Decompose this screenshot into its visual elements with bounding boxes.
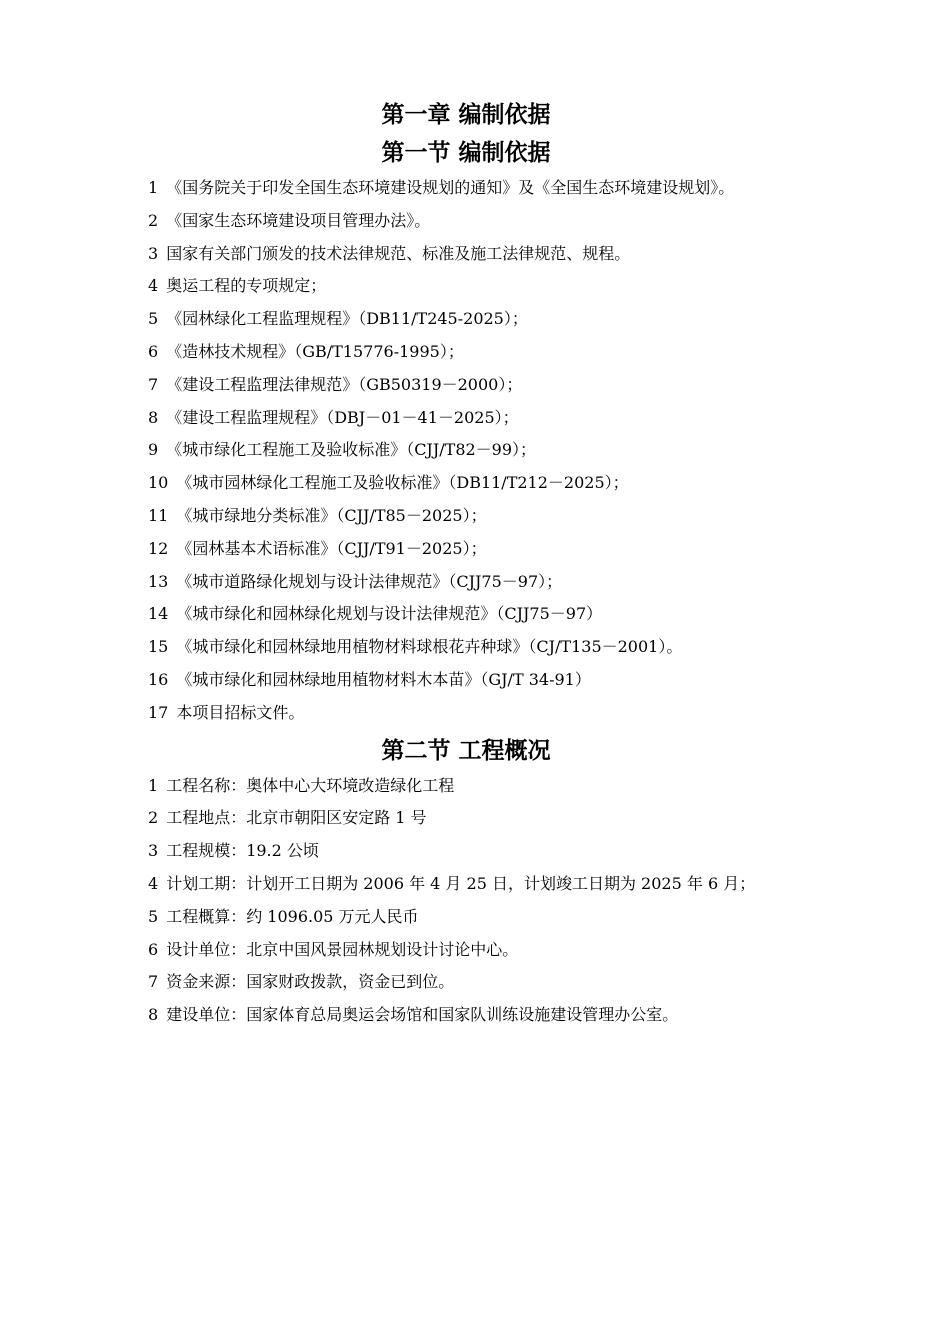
item-text: 工程规模：19.2 公顷: [166, 841, 319, 861]
item-text: 工程概算：约 1096.05 万元人民币: [166, 906, 419, 926]
item-text: 设计单位：北京中国风景园林规划设计讨论中心。: [166, 939, 519, 959]
list-item: [148, 598, 868, 631]
document-content: [148, 96, 868, 1032]
list-item: [148, 999, 868, 1032]
item-text: 本项目招标文件。: [176, 702, 305, 722]
item-number: 8: [148, 1005, 159, 1025]
item-text: 《建设工程监理法律规范》（GB50319－2000）；: [166, 374, 523, 394]
item-number: 15: [148, 637, 169, 657]
item-text: 建设单位：国家体育总局奥运会场馆和国家队训练设施建设管理办公室。: [166, 1005, 679, 1025]
item-text: 工程名称：奥体中心大环境改造绿化工程: [166, 775, 455, 795]
item-number: 14: [148, 604, 169, 624]
item-number: 2: [148, 210, 159, 230]
section2-title: 第二节 工程概况: [381, 737, 551, 764]
item-number: 13: [148, 571, 169, 591]
item-text: 资金来源：国家财政拨款，资金已到位。: [166, 972, 455, 992]
item-text: 《城市绿化和园林绿地用植物材料木本苗》（GJ/T 34-91）: [176, 669, 591, 689]
list-item: [148, 802, 868, 835]
item-text: 《建设工程监理规程》（DBJ－01－41－2025）；: [166, 407, 519, 427]
item-number: 7: [148, 972, 159, 992]
item-text: 奥运工程的专项规定；: [166, 276, 327, 296]
list-item: [148, 566, 868, 599]
item-number: 8: [148, 407, 159, 427]
list-item: [148, 697, 868, 730]
list-item: [148, 901, 868, 934]
item-number: 9: [148, 440, 159, 460]
section1-list: [148, 172, 868, 730]
list-item: [148, 369, 868, 402]
item-text: 国家有关部门颁发的技术法律规范、标准及施工法律规范、规程。: [166, 243, 631, 263]
list-item: [148, 631, 868, 664]
item-number: 17: [148, 702, 169, 722]
item-text: 《国家生态环境建设项目管理办法》。: [166, 210, 431, 230]
item-number: 11: [148, 505, 169, 525]
section2-list: [148, 770, 868, 1032]
item-number: 6: [148, 341, 159, 361]
item-text: 工程地点：北京市朝阳区安定路 1 号: [166, 808, 427, 828]
list-item: [148, 966, 868, 999]
item-text: 《城市绿化和园林绿地用植物材料球根花卉种球》（CJ/T135－2001）。: [176, 637, 683, 657]
list-item: [148, 205, 868, 238]
item-text: 《城市绿地分类标准》（CJJ/T85－2025）；: [176, 505, 487, 525]
item-number: 1: [148, 775, 159, 795]
list-item: [148, 434, 868, 467]
item-number: 10: [148, 473, 169, 493]
list-item: [148, 303, 868, 336]
list-item: [148, 835, 868, 868]
item-text: 《城市道路绿化规划与设计法律规范》（CJJ75－97）；: [176, 571, 563, 591]
item-number: 2: [148, 808, 159, 828]
list-item: [148, 664, 868, 697]
item-text: 《园林基本术语标准》（CJJ/T91－2025）；: [176, 538, 487, 558]
item-number: 5: [148, 906, 159, 926]
list-item: [148, 868, 868, 901]
item-number: 16: [148, 669, 169, 689]
item-number: 4: [148, 873, 159, 893]
list-item: [148, 533, 868, 566]
list-item: [148, 172, 868, 205]
item-text: 《造林技术规程》（GB/T15776-1995）；: [166, 341, 464, 361]
item-number: 4: [148, 276, 159, 296]
list-item: [148, 770, 868, 803]
list-item: [148, 467, 868, 500]
item-number: 1: [148, 178, 159, 197]
item-text: 《城市园林绿化工程施工及验收标准》（DB11/T212－2025）；: [176, 473, 629, 493]
item-text: 《城市绿化工程施工及验收标准》（CJJ/T82－99）；: [166, 440, 537, 460]
item-number: 3: [148, 243, 159, 263]
item-number: 7: [148, 374, 159, 394]
section1-title: 第一节 编制依据: [381, 140, 551, 166]
item-number: 12: [148, 538, 169, 558]
item-text: 计划工期：计划开工日期为 2006 年 4 月 25 日，计划竣工日期为 2025 年 6 月；: [166, 873, 756, 893]
item-number: 3: [148, 841, 159, 861]
item-text: 《园林绿化工程监理规程》（DB11/T245-2025）；: [166, 309, 528, 329]
list-item: [148, 500, 868, 533]
list-item: [148, 270, 868, 303]
list-item: [148, 934, 868, 967]
item-text: 《城市绿化和园林绿化规划与设计法律规范》（CJJ75－97）: [176, 604, 603, 624]
item-text: 《国务院关于印发全国生态环境建设规划的通知》及《全国生态环境建设规划》。: [166, 178, 735, 197]
list-item: [148, 402, 868, 435]
list-item: [148, 336, 868, 369]
item-number: 5: [148, 309, 159, 329]
chapter-title: 第一章 编制依据: [381, 102, 551, 128]
list-item: [148, 238, 868, 271]
item-number: 6: [148, 939, 159, 959]
